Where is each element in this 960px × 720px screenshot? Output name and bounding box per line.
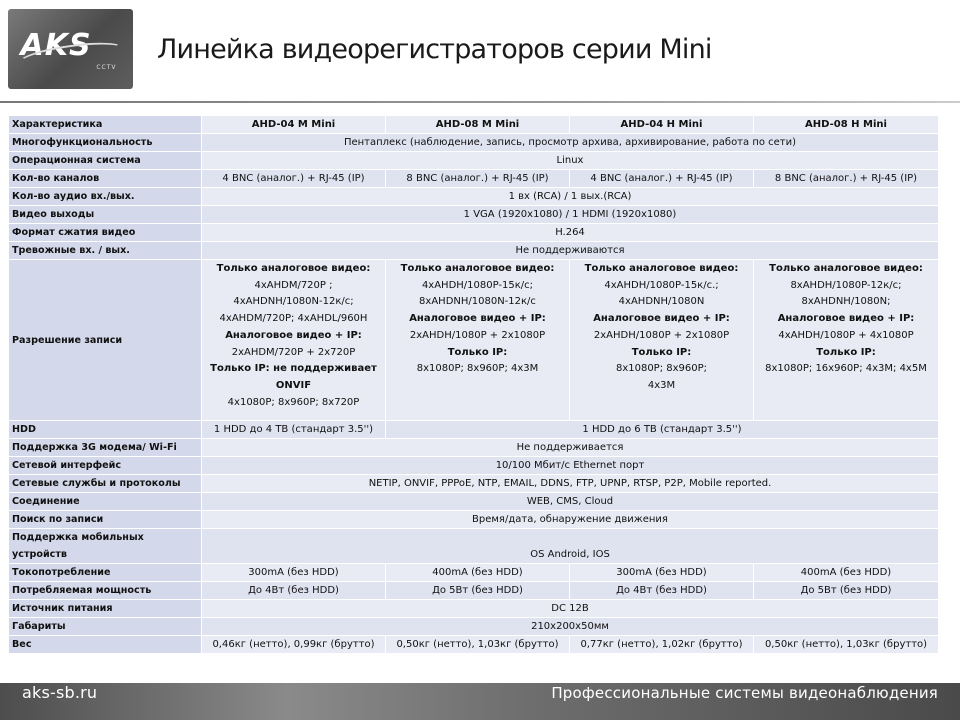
- header-model: AHD-08 M Mini: [386, 116, 570, 134]
- table-row: [9, 152, 939, 170]
- row-label: Формат сжатия видео: [9, 224, 202, 242]
- header-model: AHD-04 M Mini: [202, 116, 386, 134]
- res-line: Аналоговое видео + IP:: [225, 329, 362, 341]
- res-line: Только аналоговое видео:: [400, 263, 555, 274]
- row-label: Разрешение записи: [9, 260, 202, 421]
- row-value: 8 BNC (аналог.) + RJ-45 (IP): [386, 170, 570, 188]
- row-label: Многофункциональность: [9, 134, 202, 152]
- res-line: Аналоговое видео + IP:: [777, 313, 915, 325]
- row-label: Поиск по записи: [9, 511, 202, 529]
- res-line: 8xAHDNH/1080N-12к/с: [419, 296, 536, 308]
- row-label: Сетевые службы и протоколы: [9, 475, 202, 493]
- row-label: Тревожные вх. / вых.: [9, 242, 202, 260]
- row-value: 10/100 Мбит/с Ethernet порт: [202, 457, 939, 475]
- row-label: Видео выходы: [9, 206, 202, 224]
- table-row: [9, 618, 939, 636]
- row-value: 4 BNC (аналог.) + RJ-45 (IP): [202, 170, 386, 188]
- row-value: WEB, CMS, Cloud: [202, 493, 939, 511]
- table-row: [9, 188, 939, 206]
- logo-subtext: CCTV: [96, 64, 117, 71]
- row-value: 4 BNC (аналог.) + RJ-45 (IP): [570, 170, 754, 188]
- row-label: Габариты: [9, 618, 202, 636]
- page-title: Линейка видеорегистраторов серии Mini: [157, 34, 712, 65]
- row-label: Токопотребление: [9, 564, 202, 582]
- table-row: [9, 511, 939, 529]
- table-header-row: [9, 116, 939, 134]
- row-value: До 4Вт (без HDD): [202, 582, 386, 600]
- res-line: Аналоговое видео + IP:: [409, 313, 546, 325]
- res-line: 4xAHDH/1080P + 4x1080P: [778, 329, 914, 341]
- res-line: 4x3M: [647, 379, 676, 391]
- res-line: 4xAHDM/720P ;: [254, 279, 333, 291]
- resolution-cell: [754, 260, 939, 421]
- table-row: [9, 493, 939, 511]
- logo-text: AKS: [20, 28, 92, 63]
- res-line: Аналоговое видео + IP:: [593, 313, 730, 325]
- res-line: 2xAHDM/720P + 2x720P: [231, 346, 356, 358]
- row-label: Поддержка 3G модема/ Wi-Fi: [9, 439, 202, 457]
- table-row: [9, 170, 939, 188]
- row-value: Не поддерживаются: [202, 242, 939, 260]
- res-line: Только аналоговое видео:: [769, 263, 923, 274]
- row-label: Потребляемая мощность: [9, 582, 202, 600]
- footer-tagline: Профессиональные системы видеонаблюдения: [551, 684, 938, 702]
- res-line: 8x1080P; 16x960P; 4x3M; 4x5M: [765, 363, 927, 375]
- row-value: 0,50кг (нетто), 1,03кг (брутто): [386, 636, 570, 654]
- res-line: Только IP: не поддерживает: [210, 363, 377, 375]
- res-line: 4xAHDM/720P; 4xAHDL/960H: [219, 313, 368, 325]
- row-value: 400mA (без HDD): [754, 564, 939, 582]
- table-row: [9, 224, 939, 242]
- footer-url[interactable]: aks-sb.ru: [22, 683, 98, 702]
- res-line: 8x1080P; 8x960P;: [615, 363, 708, 375]
- row-value: Время/дата, обнаружение движения: [202, 511, 939, 529]
- table-row: [9, 439, 939, 457]
- res-line: 2xAHDH/1080P + 2x1080P: [593, 329, 730, 341]
- table-row: [9, 529, 939, 564]
- res-line: Только аналоговое видео:: [216, 263, 371, 274]
- row-value: До 5Вт (без HDD): [386, 582, 570, 600]
- header-model: AHD-08 H Mini: [754, 116, 939, 134]
- res-line: 4x1080P; 8x960P; 8x720P: [227, 396, 360, 408]
- res-line: 4xAHDH/1080P-15к/с.;: [604, 279, 719, 291]
- row-value: 1 VGA (1920x1080) / 1 HDMI (1920x1080): [202, 206, 939, 224]
- res-line: 4xAHDNH/1080N: [618, 296, 705, 308]
- row-value: 210x200x50мм: [202, 618, 939, 636]
- row-value: 400mA (без HDD): [386, 564, 570, 582]
- table-row: [9, 134, 939, 152]
- row-value: 1 вх (RCA) / 1 вых.(RCA): [202, 188, 939, 206]
- res-line: 4xAHDH/1080P-15к/с;: [421, 279, 534, 291]
- res-line: 8xAHDNH/1080N;: [801, 296, 891, 308]
- row-value: DC 12В: [202, 600, 939, 618]
- row-value: 0,46кг (нетто), 0,99кг (брутто): [202, 636, 386, 654]
- table-row-resolution: [9, 260, 939, 421]
- row-value: До 5Вт (без HDD): [754, 582, 939, 600]
- row-label: Соединение: [9, 493, 202, 511]
- row-label: Сетевой интерфейс: [9, 457, 202, 475]
- row-label: Кол-во аудио вх./вых.: [9, 188, 202, 206]
- resolution-cell: [386, 260, 570, 421]
- row-value: 1 HDD до 4 ТВ (стандарт 3.5''): [202, 421, 386, 439]
- header-model: AHD-04 H Mini: [570, 116, 754, 134]
- table-row: [9, 636, 939, 654]
- row-label: Поддержка мобильных устройств: [9, 529, 202, 564]
- row-value: 8 BNC (аналог.) + RJ-45 (IP): [754, 170, 939, 188]
- title-divider: [0, 101, 960, 103]
- res-line: 8x1080P; 8x960P; 4x3M: [416, 363, 539, 375]
- row-value: 0,50кг (нетто), 1,03кг (брутто): [754, 636, 939, 654]
- row-label: Источник питания: [9, 600, 202, 618]
- row-label: HDD: [9, 421, 202, 439]
- row-value: Пентаплекс (наблюдение, запись, просмотр архива, архивирование, работа по сети): [202, 134, 939, 152]
- row-value: H.264: [202, 224, 939, 242]
- table-row: [9, 582, 939, 600]
- row-label: Вес: [9, 636, 202, 654]
- res-line: Только IP:: [816, 346, 876, 358]
- table-row: [9, 564, 939, 582]
- aks-logo: [8, 9, 133, 89]
- res-line: 4xAHDNH/1080N-12к/с;: [233, 296, 354, 308]
- row-value: 300mA (без HDD): [570, 564, 754, 582]
- table-row: [9, 206, 939, 224]
- row-value: 300mA (без HDD): [202, 564, 386, 582]
- res-line: 8xAHDH/1080P-12к/с;: [790, 279, 902, 291]
- table-row: [9, 457, 939, 475]
- row-value: До 4Вт (без HDD): [570, 582, 754, 600]
- row-value: Linux: [202, 152, 939, 170]
- resolution-cell: [570, 260, 754, 421]
- res-line: Только IP:: [447, 346, 508, 358]
- row-value: 1 HDD до 6 ТВ (стандарт 3.5''): [386, 421, 939, 439]
- row-label: Операционная система: [9, 152, 202, 170]
- row-label: Кол-во каналов: [9, 170, 202, 188]
- table-row: [9, 600, 939, 618]
- res-line: Только аналоговое видео:: [584, 263, 739, 274]
- row-value: OS Android, IOS: [202, 529, 939, 564]
- row-value: NETIP, ONVIF, PPPoE, NTP, EMAIL, DDNS, FTP, UPNP, RTSP, P2P, Mobile reported.: [202, 475, 939, 493]
- res-line: Только IP:: [631, 346, 692, 358]
- res-line: 2xAHDH/1080P + 2x1080P: [409, 329, 546, 341]
- header-label: Характеристика: [9, 116, 202, 134]
- table-row: [9, 242, 939, 260]
- table-row: [9, 475, 939, 493]
- row-value: Не поддерживается: [202, 439, 939, 457]
- spec-table: [8, 115, 939, 654]
- row-value: 0,77кг (нетто), 1,02кг (брутто): [570, 636, 754, 654]
- resolution-cell: [202, 260, 386, 421]
- table-row: [9, 421, 939, 439]
- res-line: ONVIF: [275, 379, 312, 391]
